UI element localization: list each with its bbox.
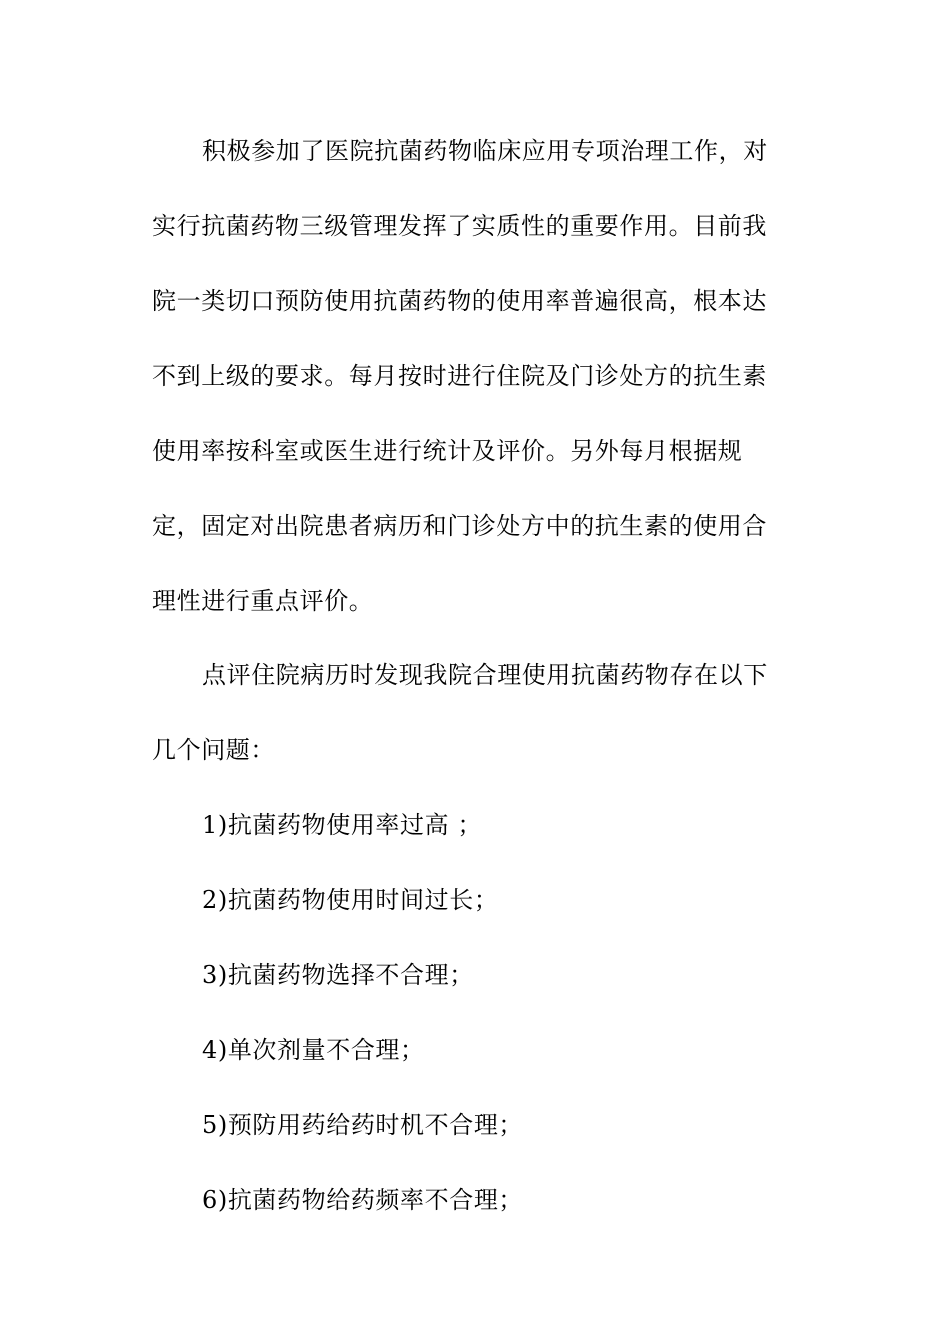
list-item-1: 1)抗菌药物使用率过高 ； xyxy=(202,811,483,839)
list-item-6: 6)抗菌药物给药频率不合理； xyxy=(202,1186,524,1214)
paragraph-1-line-6: 定，固定对出院患者病历和门诊处方中的抗生素的使用合 xyxy=(152,512,767,540)
paragraph-2-line-2: 几个问题： xyxy=(152,736,275,764)
paragraph-1-line-1: 积极参加了医院抗菌药物临床应用专项治理工作，对 xyxy=(202,137,768,165)
list-item-3: 3)抗菌药物选择不合理； xyxy=(202,961,474,989)
paragraph-1-line-5: 使用率按科室或医生进行统计及评价。另外每月根据规 xyxy=(152,437,743,465)
paragraph-1-line-3: 院一类切口预防使用抗菌药物的使用率普遍很高，根本达 xyxy=(152,287,767,315)
list-item-5: 5)预防用药给药时机不合理； xyxy=(202,1111,524,1139)
paragraph-2-line-1: 点评住院病历时发现我院合理使用抗菌药物存在以下 xyxy=(202,661,768,689)
paragraph-1-line-2: 实行抗菌药物三级管理发挥了实质性的重要作用。目前我 xyxy=(152,212,767,240)
list-item-2: 2)抗菌药物使用时间过长； xyxy=(202,886,499,914)
paragraph-1-line-4: 不到上级的要求。每月按时进行住院及门诊处方的抗生素 xyxy=(152,362,767,390)
paragraph-1-line-7: 理性进行重点评价。 xyxy=(152,587,374,615)
list-item-4: 4)单次剂量不合理； xyxy=(202,1036,425,1064)
